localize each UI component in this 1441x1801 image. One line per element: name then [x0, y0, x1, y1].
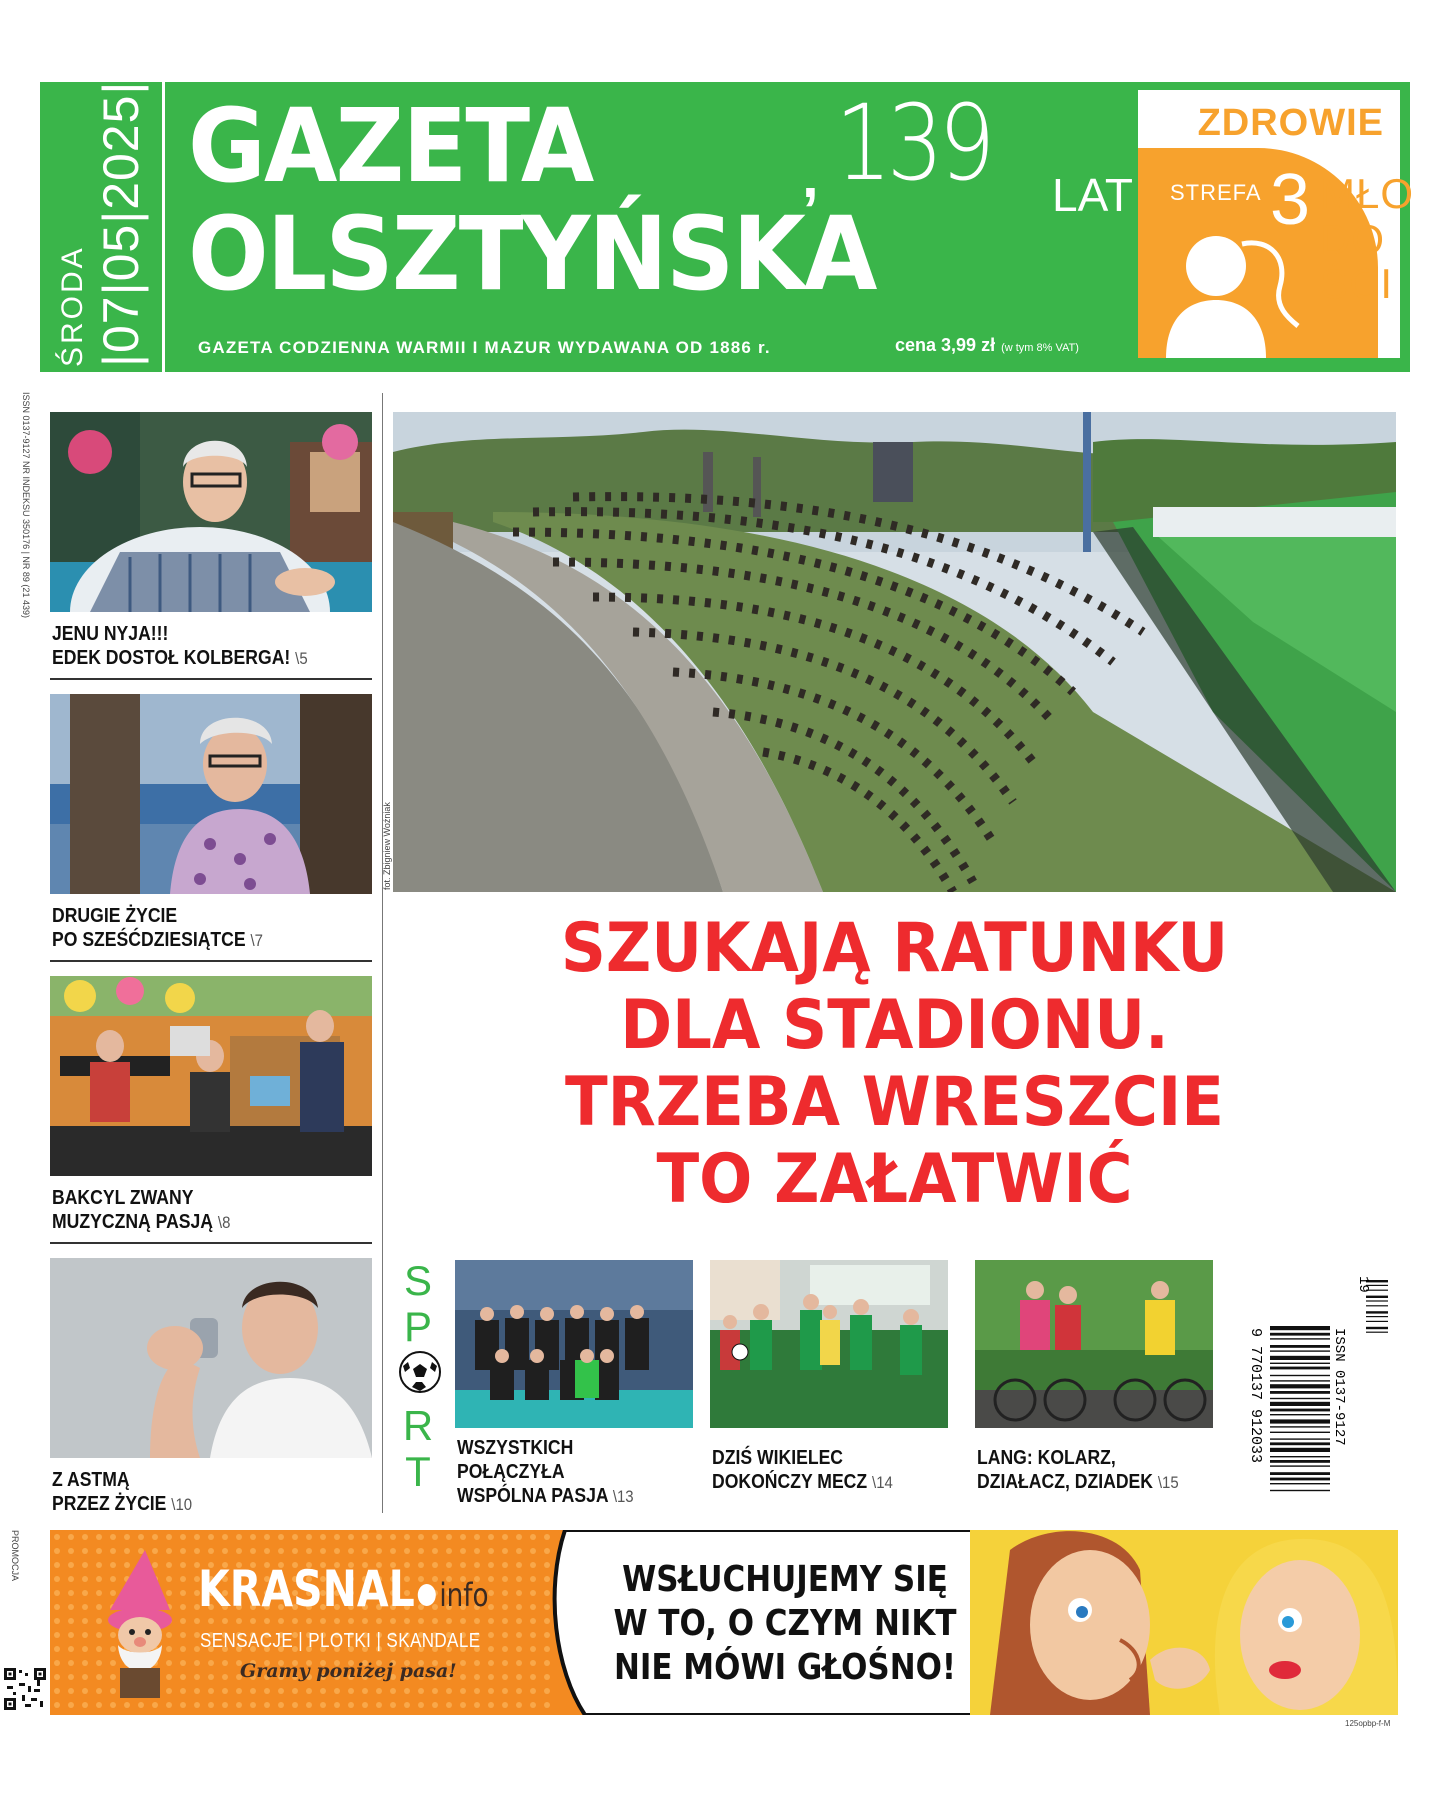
newspaper-title-line1: GAZETA [188, 87, 593, 206]
barcode-addon-bar [1366, 1316, 1388, 1317]
print-code: 125opbp-f-M [1345, 1719, 1391, 1728]
issn-side-note [14, 392, 38, 642]
barcode-bar [1270, 1426, 1330, 1427]
barcode-bar [1270, 1478, 1330, 1481]
barcode-bar [1270, 1326, 1330, 1330]
sport-headline-line3: WSPÓLNA PASJA [457, 1485, 608, 1507]
main-headline-line3: TRZEBA WRESZCIE [564, 1063, 1225, 1142]
barcode-bar [1270, 1345, 1330, 1348]
promo-label: PROMOCJA [10, 1530, 20, 1582]
barcode-bar [1270, 1414, 1330, 1415]
main-headline-line2: DLA STADIONU. [620, 986, 1169, 1065]
page-reference: \8 [217, 1213, 231, 1232]
teaser-headline [52, 1468, 192, 1517]
teaser-photo [50, 412, 372, 612]
barcode-addon-bar [1366, 1327, 1388, 1329]
page-reference: \10 [171, 1495, 193, 1514]
teaser-photo [50, 1258, 372, 1458]
sport-headline [712, 1446, 893, 1495]
page-reference: \14 [872, 1473, 893, 1492]
sport-headline [977, 1446, 1179, 1495]
barcode-bar [1270, 1472, 1330, 1475]
newspaper-title-line2: OLSZTYŃSKA [188, 195, 876, 314]
sport-headline-line2: DOKOŃCZY MECZ [712, 1471, 868, 1493]
sport-headline-line1: WSZYSTKICH [457, 1437, 574, 1459]
page-reference: \7 [250, 931, 264, 950]
teaser-divider [50, 960, 372, 962]
barcode-bar [1270, 1398, 1330, 1399]
barcode-bar [1270, 1419, 1330, 1423]
ad-brand: KRASNAL [198, 1560, 415, 1618]
anniversary-unit: LAT [1052, 169, 1133, 221]
barcode-bar [1270, 1356, 1330, 1360]
barcode-bar [1270, 1438, 1330, 1439]
teaser-headline [52, 904, 263, 953]
barcode-bar [1270, 1442, 1330, 1445]
teaser-headline-line2: PRZEZ ŻYCIE [52, 1493, 167, 1515]
gnome-icon [90, 1550, 190, 1700]
barcode-addon-bar [1366, 1311, 1388, 1313]
barcode [1232, 1276, 1390, 1516]
teaser-astma[interactable] [50, 1258, 372, 1518]
ad-brand-suffix: info [439, 1576, 489, 1614]
barcode-bar [1270, 1333, 1330, 1336]
barcode-bar [1270, 1456, 1330, 1457]
ad-bubble-line3: NIE MÓWI GŁOŚNO! [613, 1647, 957, 1688]
sport-letter: T [405, 1448, 431, 1495]
barcode-bar [1270, 1350, 1330, 1351]
sport-section-label [398, 1258, 438, 1495]
barcode-bar [1270, 1460, 1330, 1463]
price-value: cena 3,99 zł [895, 335, 996, 355]
sport-letter: S [403, 1257, 432, 1304]
ad-bubble-line2: W TO, O CZYM NIKT [613, 1603, 957, 1644]
promo-word-part2: DO [1320, 216, 1385, 263]
price-vat: (w tym 8% VAT) [1001, 342, 1079, 354]
sport-photo [455, 1260, 693, 1428]
teaser-headline-line2: MUZYCZNĄ PASJĄ [52, 1211, 214, 1233]
barcode-addon-bar [1366, 1305, 1388, 1306]
ad-tags: SENSACJE | PLOTKI | SKANDALE [200, 1630, 481, 1652]
teaser-headline-line1: DRUGIE ŻYCIE [52, 905, 178, 927]
ad-brand-logo [198, 1560, 489, 1618]
ad-bubble-line1: WSŁUCHUJEMY SIĘ [622, 1559, 948, 1600]
sport-headline-line2: DZIAŁACZ, DZIADEK [977, 1471, 1153, 1493]
price [895, 335, 1079, 356]
promo-number: 3 [1270, 160, 1311, 240]
weekday: ŚRODA [56, 245, 89, 367]
teaser-photo [50, 976, 372, 1176]
sport-headline-line1: DZIŚ WIKIELEC [712, 1447, 844, 1469]
krasnal-ad-banner[interactable] [50, 1530, 1398, 1715]
barcode-addon-bar [1366, 1332, 1388, 1333]
teaser-drugie-zycie[interactable] [50, 694, 372, 966]
teaser-headline-line1: Z ASTMĄ [52, 1469, 130, 1491]
issn-side-text: ISSN 0137-9127 NR INDEKSU 350176 | NR 89 (21 439) [21, 392, 31, 618]
teaser-headline [52, 622, 308, 671]
sport-headline-line2: POŁĄCZYŁA [457, 1461, 565, 1483]
masthead-subtitle: GAZETA CODZIENNA WARMII I MAZUR WYDAWANA OD 1886 r. [198, 338, 771, 357]
sport-letter: P [403, 1303, 432, 1350]
page-reference: \5 [295, 649, 308, 668]
teaser-divider [50, 1242, 372, 1244]
barcode-bar [1270, 1375, 1330, 1376]
barcode-bar [1270, 1402, 1330, 1406]
qr-code-icon [4, 1668, 46, 1710]
ad-bubble-text [580, 1558, 990, 1690]
barcode-addon: 19 [1355, 1276, 1371, 1293]
masthead [40, 80, 1415, 372]
main-headline-line1: SZUKAJĄ RATUNKU [560, 909, 1229, 988]
teaser-kolberg[interactable] [50, 412, 372, 684]
years-comma: , [802, 143, 819, 210]
teaser-bakcyl[interactable] [50, 976, 372, 1248]
ad-slogan: Gramy poniżej pasa! [240, 1660, 457, 1682]
page-reference: \13 [612, 1487, 634, 1506]
barcode-bar [1270, 1363, 1330, 1364]
teaser-photo [50, 694, 372, 894]
main-headline[interactable] [393, 910, 1396, 1218]
stadium-photo[interactable] [393, 412, 1396, 892]
barcode-bar [1270, 1490, 1330, 1491]
barcode-bar [1270, 1380, 1330, 1381]
teaser-headline-line1: JENU NYJA!!! [52, 623, 169, 645]
comic-couple-illustration [970, 1530, 1398, 1715]
promo-strefa-label: STREFA [1170, 180, 1262, 205]
barcode-bar [1270, 1432, 1330, 1433]
health-supplement-promo[interactable] [1138, 90, 1415, 358]
sport-headline [457, 1436, 634, 1509]
photo-credit: fot. Zbigniew Woźniak [382, 802, 392, 890]
column-divider [382, 393, 383, 1513]
barcode-bar [1270, 1465, 1330, 1466]
barcode-bar [1270, 1391, 1330, 1394]
barcode-digits: 9 770137 912033 [1247, 1328, 1264, 1464]
barcode-addon-bar [1366, 1296, 1388, 1298]
barcode-bar [1270, 1384, 1330, 1388]
sport-photo [710, 1260, 948, 1428]
teaser-headline-line1: BAKCYL ZWANY [52, 1187, 194, 1209]
teaser-headline [52, 1186, 230, 1235]
barcode-bar [1270, 1448, 1330, 1452]
main-headline-line4: TO ZAŁATWIĆ [656, 1140, 1133, 1219]
page-reference: \15 [1157, 1473, 1179, 1492]
sport-photo [975, 1260, 1213, 1428]
promo-word-part3: ŚCI [1320, 260, 1394, 307]
promo-health-label: ZDROWIE [1197, 102, 1384, 144]
teaser-headline-line2: PO SZEŚĆDZIESIĄTCE [52, 929, 246, 951]
sport-letter: R [402, 1402, 434, 1449]
promo-word-part1: MŁO [1320, 170, 1415, 217]
barcode-bar [1270, 1409, 1330, 1412]
teaser-divider [50, 678, 372, 680]
barcode-bar [1270, 1338, 1330, 1339]
teaser-headline-line2: EDEK DOSTOŁ KOLBERGA! [52, 647, 291, 669]
date-column [40, 82, 165, 372]
barcode-bar [1270, 1483, 1330, 1484]
football-icon [398, 1350, 442, 1394]
anniversary-years: 139 [835, 82, 991, 204]
ad-brand-dot [418, 1584, 436, 1606]
barcode-issn: ISSN 0137-9127 [1331, 1328, 1347, 1446]
barcode-addon-bar [1366, 1321, 1388, 1322]
issue-date: |07|05|2025| [93, 80, 149, 367]
barcode-addon-bar [1366, 1300, 1388, 1301]
sport-headline-line1: LANG: KOLARZ, [977, 1447, 1116, 1469]
barcode-bar [1270, 1367, 1330, 1370]
